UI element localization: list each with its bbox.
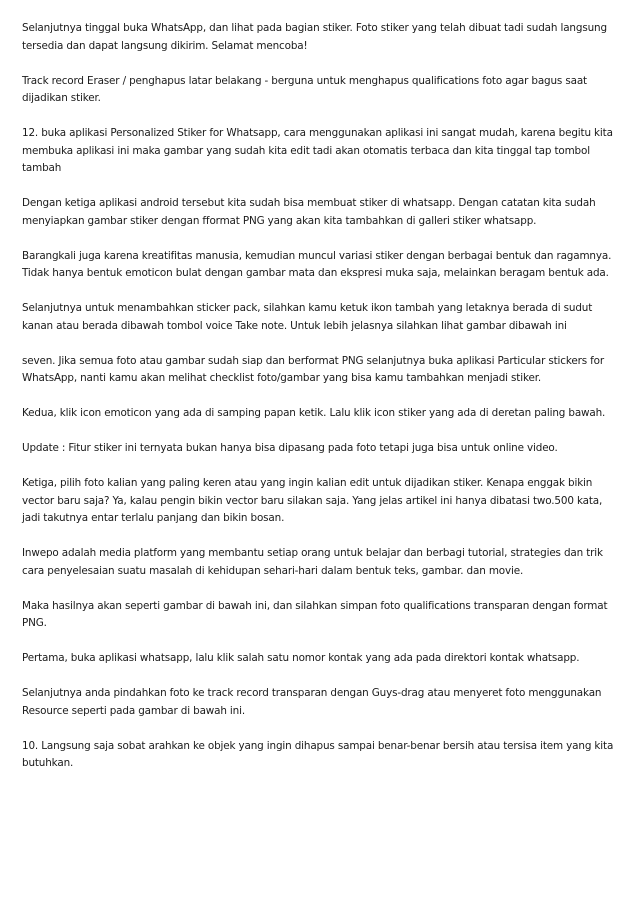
paragraph: Maka hasilnya akan seperti gambar di bawah ini, dan silahkan simpan foto qualifications transparan dengan format PNG.	[22, 599, 608, 629]
paragraph: seven. Jika semua foto atau gambar sudah siap dan berformat PNG selanjutnya buka aplikasi Particular stickers for WhatsApp, nanti kamu akan melihat checklist foto/gambar yang bisa kamu tambahkan menjadi stiker.	[22, 354, 604, 384]
paragraph: Ketiga, pilih foto kalian yang paling keren atau yang ingin kalian edit untuk dijadikan stiker. Kenapa enggak bikin vector baru saja? Ya, kalau pengin bikin vector baru silakan saja. Yang jelas artikel ini hanya dibatasi two.500 kata, jadi takutnya entar terlalu panjang dan bikin bosan.	[22, 477, 603, 524]
paragraph: Update : Fitur stiker ini ternyata bukan hanya bisa dipasang pada foto tetapi juga bisa untuk online video.	[22, 442, 558, 454]
paragraph: 12. buka aplikasi Personalized Stiker for Whatsapp, cara menggunakan aplikasi ini sangat mudah, karena begitu kita membuka aplikasi ini maka gambar yang sudah kita edit tadi akan otomatis terbaca dan kita tinggal tap tombol tambah	[22, 127, 613, 174]
paragraph: Track record Eraser / penghapus latar belakang - berguna untuk menghapus qualifications foto agar bagus saat dijadikan stiker.	[22, 74, 587, 104]
document-body	[22, 20, 618, 790]
paragraph: Selanjutnya tinggal buka WhatsApp, dan lihat pada bagian stiker. Foto stiker yang telah dibuat tadi sudah langsung tersedia dan dapat langsung dikirim. Selamat mencoba!	[22, 22, 607, 52]
paragraph: Kedua, klik icon emoticon yang ada di samping papan ketik. Lalu klik icon stiker yang ada di deretan paling bawah.	[22, 407, 606, 419]
paragraph: Barangkali juga karena kreatifitas manusia, kemudian muncul variasi stiker dengan berbagai bentuk dan ragamnya. Tidak hanya bentuk emoticon bulat dengan gambar mata dan ekspresi muka saja, melainkan beragam bentuk ada.	[22, 249, 612, 279]
paragraph: Selanjutnya untuk menambahkan sticker pack, silahkan kamu ketuk ikon tambah yang letaknya berada di sudut kanan atau berada dibawah tombol voice Take note. Untuk lebih jelasnya silahkan lihat gambar dibawah ini	[22, 302, 593, 332]
paragraph: Pertama, buka aplikasi whatsapp, lalu klik salah satu nomor kontak yang ada pada direktori kontak whatsapp.	[22, 652, 580, 664]
paragraph: Dengan ketiga aplikasi android tersebut kita sudah bisa membuat stiker di whatsapp. Dengan catatan kita sudah menyiapkan gambar stiker dengan fformat PNG yang akan kita tambahkan di galleri stiker whatsapp.	[22, 197, 596, 227]
paragraph: Selanjutnya anda pindahkan foto ke track record transparan dengan Guys-drag atau menyeret foto menggunakan Resource seperti pada gambar di bawah ini.	[22, 687, 602, 717]
paragraph: Inwepo adalah media platform yang membantu setiap orang untuk belajar dan berbagi tutorial, strategies dan trik cara penyelesaian suatu masalah di kehidupan sehari-hari dalam bentuk teks, gambar. dan movie.	[22, 547, 603, 577]
paragraph: 10. Langsung saja sobat arahkan ke objek yang ingin dihapus sampai benar-benar bersih atau tersisa item yang kita butuhkan.	[22, 739, 614, 769]
